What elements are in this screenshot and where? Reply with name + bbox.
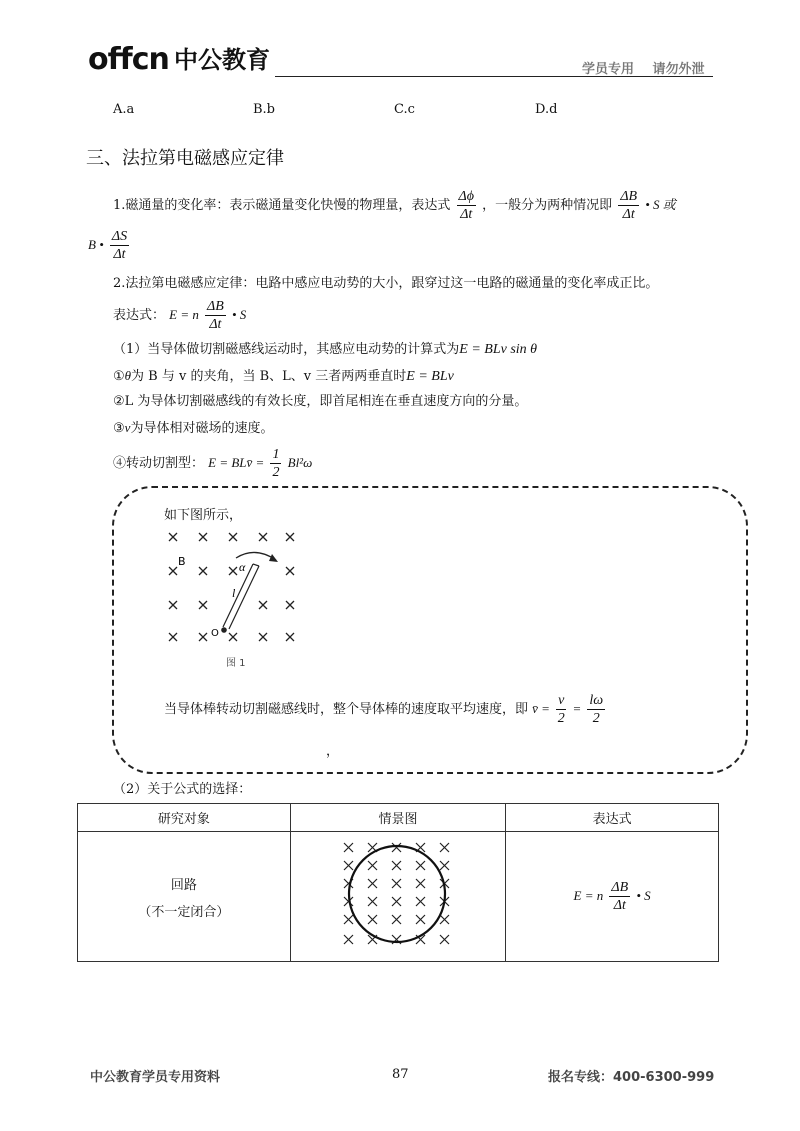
table-row (78, 832, 719, 962)
option-b: B.b (253, 102, 276, 117)
paragraph-cutting: （1）当导体做切割磁感线运动时，其感应电动势的计算式为E = BLv sin θ (113, 342, 538, 357)
object-not-closed: （不一定闭合） (138, 904, 230, 920)
paragraph-faraday-law: 2.法拉第电磁感应定律：电路中感应电动势的大小，跟穿过这一电路的磁通量的变化率成正比。 (113, 276, 659, 291)
p1-line2-prefix: B • (88, 237, 104, 252)
fraction-v-2: $\frac{v}{2}$ (557, 693, 565, 726)
paragraph-rotation: ④转动切割型： E = BLv̄ = $\frac{1}{2}$ Bl²ω (113, 447, 313, 480)
rotating-rod-figure (160, 524, 310, 674)
box-average-velocity: 当导体棒转动切割磁感线时，整个导体棒的速度取平均速度，即 v̄ = $\frac{v}{2}$ = $\frac{l\omega}{2}$ (164, 693, 604, 726)
option-a: A.a (113, 102, 135, 117)
object-circuit: 回路 (170, 877, 197, 893)
header-tag (582, 58, 705, 77)
paragraph-flux-rate (113, 188, 676, 223)
formula-blv-sin: E = BLv sin θ (459, 342, 538, 357)
box-intro: 如下图所示， (164, 508, 243, 523)
fig-label-alpha: α (239, 560, 246, 574)
fraction-ds-dt: $\frac{\Delta S}{\Delta t}$ (111, 229, 128, 262)
page-number: 87 (392, 1067, 409, 1082)
formula-blv: E = BLv (406, 369, 454, 384)
fig-caption: 图 1 (226, 658, 246, 669)
option-d: D.d (535, 102, 558, 117)
fraction-table-db-dt: $\frac{\Delta B}{\Delta t}$ (611, 880, 629, 913)
expression-lhs: E = n (169, 307, 199, 322)
closed-loop (349, 846, 445, 942)
option-c: C.c (394, 102, 415, 117)
p1-text-c: • S 或 (645, 197, 676, 212)
loop-field-diagram (338, 837, 458, 957)
fraction-db-dt: $\frac{\Delta B}{\Delta t}$ (620, 189, 638, 222)
header-research-object: 研究对象 (78, 804, 291, 832)
expression-line (113, 298, 246, 333)
arrow-head (269, 554, 278, 562)
expression-rhs: • S (231, 307, 247, 322)
paragraph-velocity: ③v为导体相对磁场的速度。 (113, 420, 274, 436)
pivot-point (221, 627, 227, 633)
header-tag-confidential: 请勿外泄 (652, 62, 705, 77)
section-title: 三、法拉第电磁感应定律 (86, 148, 284, 169)
fraction-lw-2: $\frac{l\omega}{2}$ (589, 693, 604, 726)
logo-chinese: 中公教育 (174, 46, 270, 74)
cell-diagram (290, 832, 505, 962)
paragraph-effective-length: ②L 为导体切割磁感线的有效长度，即首尾相连在垂直速度方向的分量。 (113, 394, 528, 409)
logo-english: offcn (88, 42, 169, 77)
paragraph-theta: ①θ为 B 与 v 的夹角，当 B、L、v 三者两两垂直时E = BLv (113, 368, 454, 384)
header-expression: 表达式 (506, 804, 719, 832)
formula-table (77, 803, 719, 962)
footer-left: 中公教育学员专用资料 (90, 1070, 221, 1085)
table-header-row (78, 804, 719, 832)
header-tag-student: 学员专用 (582, 62, 635, 77)
fig-label-l: l (232, 586, 236, 600)
paragraph-formula-choice: （2）关于公式的选择： (113, 782, 252, 797)
cell-object (78, 832, 291, 962)
stray-comma: ， (326, 744, 340, 759)
p1-text-a: 1.磁通量的变化率：表示磁通量变化快慢的物理量，表达式 (113, 198, 451, 213)
paragraph-flux-rate-line2 (88, 228, 131, 263)
p1-text-b: ，一般分为两种情况即 (482, 198, 613, 213)
footer-hotline: 报名专线：400-6300-999 (548, 1070, 715, 1085)
fraction-dphi-dt: $\frac{\Delta\phi}{\Delta t}$ (458, 189, 475, 222)
fig-label-o: O (211, 628, 219, 639)
header-scenario-diagram: 情景图 (290, 804, 505, 832)
cell-expression: E = n $\frac{\Delta B}{\Delta t}$ • S (506, 832, 719, 962)
fraction-one-half: $\frac{1}{2}$ (272, 447, 280, 480)
offcn-logo (88, 40, 278, 80)
field-crosses-grid (344, 843, 449, 944)
expression-label: 表达式： (113, 308, 166, 323)
fraction-expr-db-dt: $\frac{\Delta B}{\Delta t}$ (207, 299, 224, 332)
fig-label-b: B (178, 555, 186, 568)
